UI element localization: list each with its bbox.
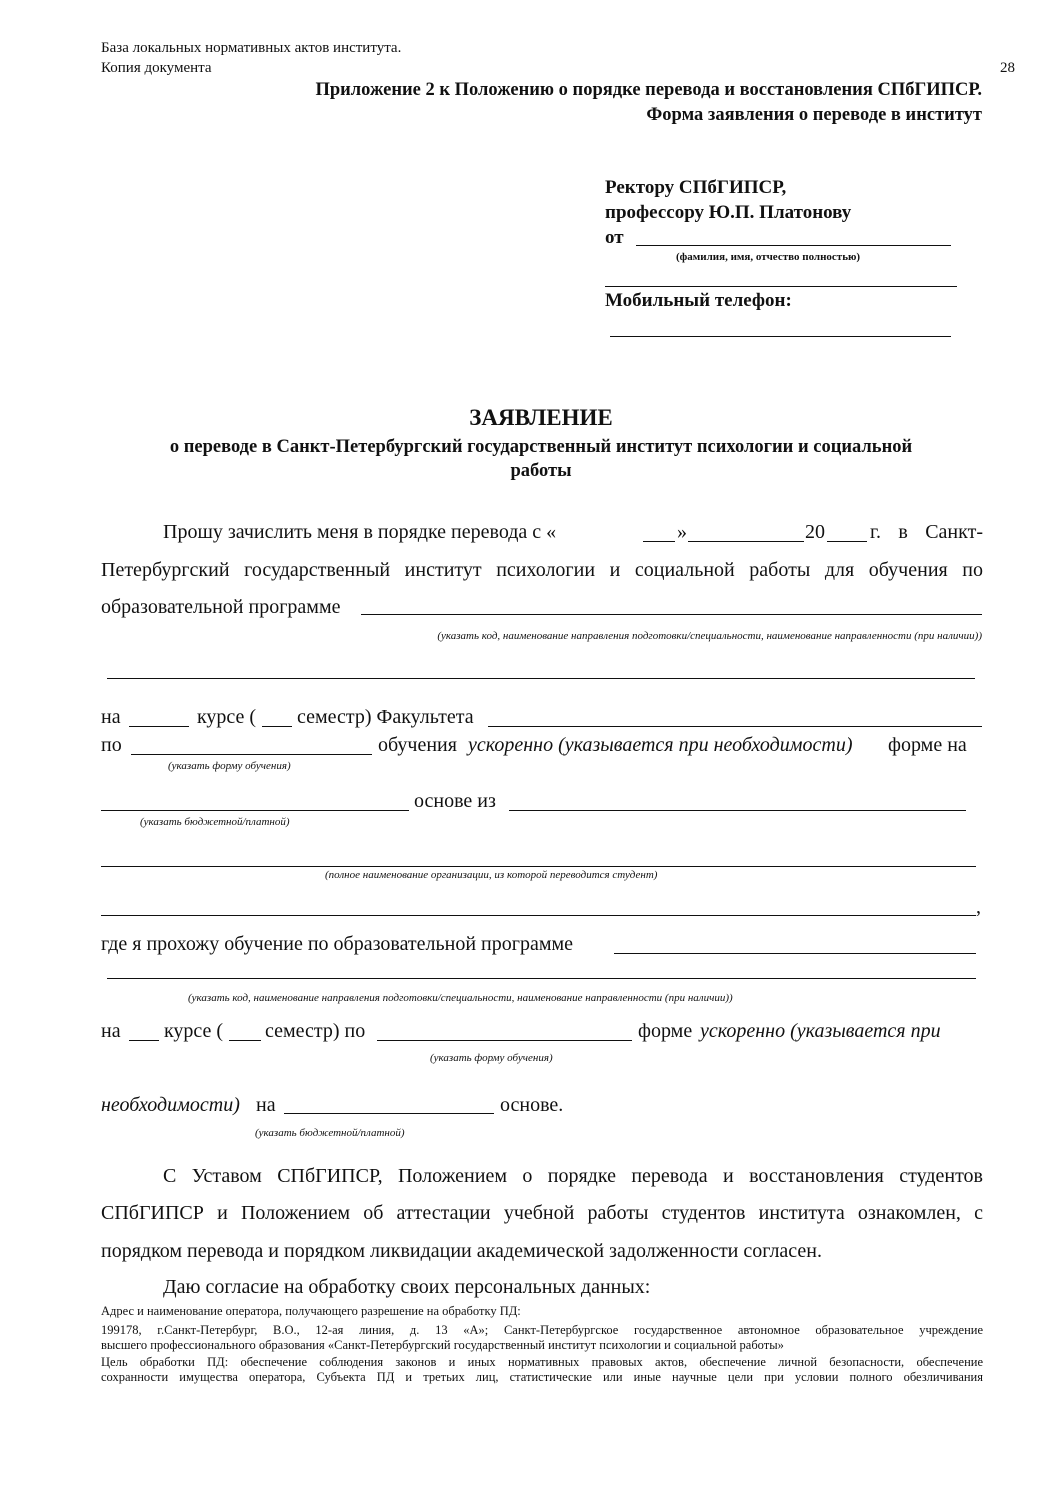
from-hint: (фамилия, имя, отчество полностью) bbox=[676, 251, 861, 263]
charter-line-2-wrap bbox=[101, 1202, 983, 1225]
page-number: 28 bbox=[1000, 60, 1015, 76]
addressee-rector: Ректору СПбГИПСР, bbox=[605, 177, 787, 198]
course-paren-2: курсе ( bbox=[164, 1020, 224, 1042]
program-hint-2: (указать код, наименование направления подготовки/специальности, наименование направленности (при наличии)) bbox=[188, 992, 733, 1004]
form-title: Форма заявления о переводе в институт bbox=[646, 105, 982, 125]
accelerated-note: ускоренно (указывается при необходимости) bbox=[468, 734, 853, 756]
where-study-label: где я прохожу обучение по образовательной программе bbox=[101, 933, 574, 955]
charter-line-2: СПбГИПСР и Положением об аттестации учебной работы студентов института ознакомлен, с bbox=[101, 1202, 983, 1224]
purpose-line-1: Цель обработки ПД: обеспечение соблюдения законов и иных нормативных правовых актов, обеспечение личной безопасности, обеспечение bbox=[101, 1355, 983, 1369]
comma: , bbox=[976, 896, 981, 918]
na-label-3: на bbox=[256, 1094, 276, 1116]
request-year: 20 bbox=[805, 521, 825, 543]
program-field-2[interactable] bbox=[107, 678, 975, 679]
faculty-field[interactable] bbox=[488, 726, 982, 727]
organization-field[interactable] bbox=[509, 810, 966, 811]
operator-line-2: высшего профессионального образования «Санкт-Петербургский государственный институт психологии и социальной работы» bbox=[101, 1338, 784, 1352]
charter-line-1-wrap bbox=[163, 1165, 983, 1188]
program-label: образовательной программе bbox=[101, 596, 341, 618]
request-text-1: Прошу зачислить меня в порядке перевода с « bbox=[163, 521, 557, 543]
po-label-1: по bbox=[101, 734, 122, 756]
request-text-3-wrap bbox=[870, 521, 983, 544]
charter-line-1: С Уставом СПбГИПСР, Положением о порядке перевода и восстановления студентов bbox=[163, 1165, 983, 1187]
basis-field[interactable] bbox=[101, 810, 409, 811]
request-text-3: г. в Санкт- bbox=[870, 521, 983, 543]
organization-hint: (полное наименование организации, из которой переводится студент) bbox=[325, 869, 658, 881]
necessity-note: необходимости) bbox=[101, 1094, 240, 1116]
current-semester-field[interactable] bbox=[229, 1040, 261, 1041]
consent-text: Даю согласие на обработку своих персональных данных: bbox=[163, 1276, 651, 1298]
statement-title: ЗАЯВЛЕНИЕ bbox=[469, 405, 613, 430]
current-course-field[interactable] bbox=[129, 1040, 159, 1041]
course-field[interactable] bbox=[129, 726, 189, 727]
year-field[interactable] bbox=[827, 541, 867, 542]
accelerated-note-2: ускоренно (указывается при bbox=[700, 1020, 941, 1042]
current-form-hint: (указать форму обучения) bbox=[430, 1052, 553, 1064]
organization-field-3[interactable] bbox=[101, 915, 976, 916]
na-label-1: на bbox=[101, 706, 121, 728]
form-on-label: форме на bbox=[888, 734, 967, 756]
budget-hint-2: (указать бюджетной/платной) bbox=[255, 1127, 405, 1139]
operator-line-1-wrap bbox=[101, 1323, 983, 1338]
program-field[interactable] bbox=[361, 614, 982, 615]
from-label: от bbox=[605, 227, 624, 248]
from-name-field-2[interactable] bbox=[605, 286, 957, 287]
current-form-field[interactable] bbox=[377, 1040, 632, 1041]
operator-label: Адрес и наименование оператора, получающего разрешение на обработку ПД: bbox=[101, 1304, 521, 1318]
semester-faculty-label: семестр) Факультета bbox=[297, 706, 474, 728]
statement-subtitle-2: работы bbox=[510, 461, 572, 481]
semester-field[interactable] bbox=[262, 726, 292, 727]
operator-line-1: 199178, г.Санкт-Петербург, В.О., 12-ая линия, д. 13 «А»; Санкт-Петербургское государственное автономное образовательное учреждение bbox=[101, 1323, 983, 1337]
db-label: База локальных нормативных актов института. bbox=[101, 40, 402, 56]
study-form-hint: (указать форму обучения) bbox=[168, 760, 291, 772]
phone-field[interactable] bbox=[610, 336, 951, 337]
organization-field-2[interactable] bbox=[101, 866, 976, 867]
charter-line-3: порядком перевода и порядком ликвидации академической задолженности согласен. bbox=[101, 1240, 823, 1262]
from-name-field[interactable] bbox=[636, 245, 951, 246]
purpose-line-1-wrap bbox=[101, 1355, 983, 1370]
appendix-title: Приложение 2 к Положению о порядке перевода и восстановления СПбГИПСР. bbox=[315, 80, 982, 100]
form-word: форме bbox=[638, 1020, 693, 1042]
day-field[interactable] bbox=[643, 541, 675, 542]
month-field[interactable] bbox=[688, 541, 804, 542]
study-form-field[interactable] bbox=[131, 754, 372, 755]
course-paren-1: курсе ( bbox=[197, 706, 257, 728]
budget-hint-1: (указать бюджетной/платной) bbox=[140, 816, 290, 828]
semester-po-label: семестр) по bbox=[265, 1020, 366, 1042]
current-program-field-2[interactable] bbox=[107, 978, 976, 979]
purpose-line-2-wrap bbox=[101, 1370, 983, 1385]
study-text: обучения bbox=[378, 734, 457, 756]
institute-line: Петербургский государственный институт психологии и социальной работы для обучения по bbox=[101, 559, 983, 581]
institute-line-wrap bbox=[101, 559, 983, 582]
purpose-line-2: сохранности имущества оператора, Субъекта ПД и третьих лиц, статистические или иные научные цели при условии полного обезличивания bbox=[101, 1370, 983, 1384]
na-label-2: на bbox=[101, 1020, 121, 1042]
addressee-professor: профессору Ю.П. Платонову bbox=[605, 202, 852, 223]
phone-label: Мобильный телефон: bbox=[605, 290, 792, 311]
current-program-field[interactable] bbox=[614, 953, 976, 954]
current-basis-field[interactable] bbox=[284, 1113, 494, 1114]
request-text-2: » bbox=[677, 521, 687, 543]
basis-from-label: основе из bbox=[414, 790, 496, 812]
basis-end-label: основе. bbox=[500, 1094, 564, 1116]
program-hint: (указать код, наименование направления подготовки/специальности, наименование направленности (при наличии)) bbox=[437, 630, 982, 642]
statement-subtitle-1: о переводе в Санкт-Петербургский государственный институт психологии и социальной bbox=[169, 437, 913, 457]
copy-label: Копия документа bbox=[101, 60, 212, 76]
